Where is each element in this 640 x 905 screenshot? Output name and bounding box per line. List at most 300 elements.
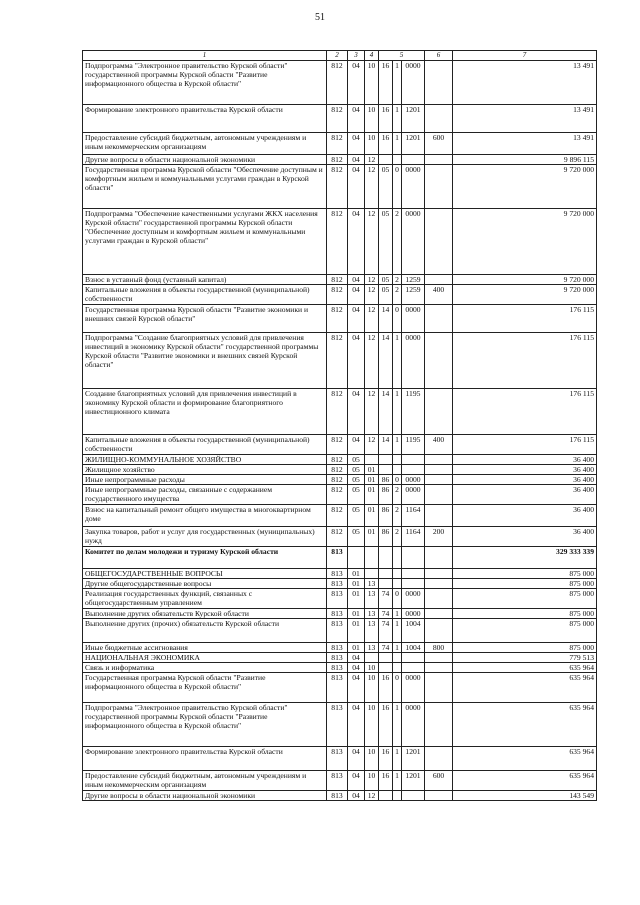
col-subprogram: 2 bbox=[393, 285, 402, 305]
col-direction: 0000 bbox=[402, 673, 425, 703]
col-subsection: 10 bbox=[365, 663, 379, 673]
col-ministry: 812 bbox=[327, 133, 348, 155]
row-name: НАЦИОНАЛЬНАЯ ЭКОНОМИКА bbox=[83, 653, 327, 663]
col-section bbox=[348, 547, 365, 569]
col-subprogram: 2 bbox=[393, 485, 402, 505]
col-subprogram: 1 bbox=[393, 333, 402, 389]
col-ministry: 812 bbox=[327, 435, 348, 455]
row-name: Выполнение других обязательств Курской области bbox=[83, 609, 327, 619]
col-subsection: 12 bbox=[365, 275, 379, 285]
col-direction: 1259 bbox=[402, 285, 425, 305]
col-program bbox=[379, 465, 393, 475]
col-section: 01 bbox=[348, 609, 365, 619]
col-subprogram: 1 bbox=[393, 435, 402, 455]
col-expense-type bbox=[425, 485, 453, 505]
col-direction bbox=[402, 155, 425, 165]
col-section: 05 bbox=[348, 455, 365, 465]
col-section: 04 bbox=[348, 209, 365, 275]
col-subsection: 10 bbox=[365, 133, 379, 155]
col-ministry: 812 bbox=[327, 485, 348, 505]
col-program: 86 bbox=[379, 527, 393, 547]
col-expense-type: 600 bbox=[425, 771, 453, 791]
col-expense-type bbox=[425, 791, 453, 801]
col-direction: 0000 bbox=[402, 209, 425, 275]
col-subsection: 13 bbox=[365, 579, 379, 589]
col-direction: 1195 bbox=[402, 435, 425, 455]
row-name: Подпрограмма "Обеспечение качественными услугами ЖКХ населения Курской области" государственной программы Курской области "Обеспечение доступным и комфортным жильем и коммунальными услугами граждан в Курской области" bbox=[83, 209, 327, 275]
col-amount: 875 000 bbox=[453, 619, 597, 643]
col-program: 16 bbox=[379, 133, 393, 155]
col-expense-type: 400 bbox=[425, 285, 453, 305]
col-ministry: 813 bbox=[327, 609, 348, 619]
table-row bbox=[83, 703, 597, 747]
table-row bbox=[83, 547, 597, 569]
col-direction: 1164 bbox=[402, 505, 425, 527]
col-direction bbox=[402, 663, 425, 673]
col-expense-type bbox=[425, 579, 453, 589]
col-ministry: 813 bbox=[327, 619, 348, 643]
col-program bbox=[379, 791, 393, 801]
col-section: 05 bbox=[348, 475, 365, 485]
col-amount: 875 000 bbox=[453, 579, 597, 589]
col-ministry: 812 bbox=[327, 305, 348, 333]
row-name: Комитет по делам молодежи и туризму Курской области bbox=[83, 547, 327, 569]
col-expense-type bbox=[425, 465, 453, 475]
col-amount: 13 491 bbox=[453, 61, 597, 105]
col-ministry: 812 bbox=[327, 465, 348, 475]
col-amount: 875 000 bbox=[453, 589, 597, 609]
header-cell: 6 bbox=[425, 51, 453, 61]
col-subprogram: 2 bbox=[393, 527, 402, 547]
col-subsection: 12 bbox=[365, 791, 379, 801]
col-direction bbox=[402, 547, 425, 569]
col-subsection: 12 bbox=[365, 155, 379, 165]
col-subsection: 01 bbox=[365, 527, 379, 547]
col-section: 04 bbox=[348, 791, 365, 801]
col-expense-type bbox=[425, 609, 453, 619]
col-ministry: 812 bbox=[327, 475, 348, 485]
row-name: Капитальные вложения в объекты государственной (муниципальной) собственности bbox=[83, 435, 327, 455]
col-direction: 0000 bbox=[402, 305, 425, 333]
col-program: 16 bbox=[379, 747, 393, 771]
col-amount: 13 491 bbox=[453, 133, 597, 155]
col-expense-type: 600 bbox=[425, 133, 453, 155]
col-amount: 36 400 bbox=[453, 455, 597, 465]
col-direction: 0000 bbox=[402, 61, 425, 105]
col-direction bbox=[402, 569, 425, 579]
col-subprogram: 1 bbox=[393, 609, 402, 619]
col-amount: 176 115 bbox=[453, 435, 597, 455]
col-expense-type bbox=[425, 475, 453, 485]
col-subprogram: 1 bbox=[393, 105, 402, 133]
col-ministry: 813 bbox=[327, 569, 348, 579]
col-ministry: 813 bbox=[327, 663, 348, 673]
header-cell: 7 bbox=[453, 51, 597, 61]
col-section: 04 bbox=[348, 275, 365, 285]
col-amount: 9 896 115 bbox=[453, 155, 597, 165]
col-section: 04 bbox=[348, 673, 365, 703]
col-subsection: 10 bbox=[365, 747, 379, 771]
col-subprogram bbox=[393, 653, 402, 663]
col-subprogram: 0 bbox=[393, 475, 402, 485]
table-row bbox=[83, 475, 597, 485]
col-subprogram: 2 bbox=[393, 505, 402, 527]
col-section: 04 bbox=[348, 285, 365, 305]
col-subsection: 12 bbox=[365, 435, 379, 455]
col-ministry: 812 bbox=[327, 209, 348, 275]
col-subsection: 12 bbox=[365, 285, 379, 305]
table-row bbox=[83, 771, 597, 791]
table-row bbox=[83, 465, 597, 475]
row-name: Формирование электронного правительства Курской области bbox=[83, 747, 327, 771]
table-row bbox=[83, 61, 597, 105]
col-amount: 13 491 bbox=[453, 105, 597, 133]
row-name: Формирование электронного правительства Курской области bbox=[83, 105, 327, 133]
col-expense-type bbox=[425, 619, 453, 643]
col-program bbox=[379, 455, 393, 465]
col-ministry: 812 bbox=[327, 455, 348, 465]
row-name: Иные бюджетные ассигнования bbox=[83, 643, 327, 653]
col-section: 04 bbox=[348, 155, 365, 165]
table-header-row bbox=[83, 51, 597, 61]
col-subsection bbox=[365, 569, 379, 579]
col-expense-type: 200 bbox=[425, 527, 453, 547]
table-row bbox=[83, 609, 597, 619]
col-ministry: 813 bbox=[327, 653, 348, 663]
col-ministry: 813 bbox=[327, 579, 348, 589]
col-section: 01 bbox=[348, 643, 365, 653]
col-expense-type bbox=[425, 589, 453, 609]
row-name: Государственная программа Курской области "Обеспечение доступным и комфортным жильем и коммунальными услугами граждан в Курской области" bbox=[83, 165, 327, 209]
row-name: ЖИЛИЩНО-КОММУНАЛЬНОЕ ХОЗЯЙСТВО bbox=[83, 455, 327, 465]
col-section: 05 bbox=[348, 485, 365, 505]
col-subprogram: 1 bbox=[393, 703, 402, 747]
col-amount: 36 400 bbox=[453, 527, 597, 547]
col-direction: 1195 bbox=[402, 389, 425, 435]
col-subprogram: 2 bbox=[393, 275, 402, 285]
col-subprogram: 1 bbox=[393, 389, 402, 435]
header-cell: 3 bbox=[348, 51, 365, 61]
col-expense-type bbox=[425, 673, 453, 703]
col-amount: 36 400 bbox=[453, 505, 597, 527]
row-name: ОБЩЕГОСУДАРСТВЕННЫЕ ВОПРОСЫ bbox=[83, 569, 327, 579]
col-direction bbox=[402, 791, 425, 801]
col-subprogram: 1 bbox=[393, 643, 402, 653]
col-section: 04 bbox=[348, 305, 365, 333]
col-program bbox=[379, 155, 393, 165]
col-amount: 176 115 bbox=[453, 305, 597, 333]
row-name: Государственная программа Курской области "Развитие экономики и внешних связей Курской области" bbox=[83, 305, 327, 333]
col-program: 05 bbox=[379, 275, 393, 285]
col-subprogram bbox=[393, 455, 402, 465]
col-expense-type bbox=[425, 155, 453, 165]
col-section: 04 bbox=[348, 703, 365, 747]
table-row bbox=[83, 589, 597, 609]
row-name: Предоставление субсидий бюджетным, автономным учреждениям и иным некоммерческим организациям bbox=[83, 771, 327, 791]
col-section: 05 bbox=[348, 527, 365, 547]
col-program bbox=[379, 653, 393, 663]
col-direction: 1164 bbox=[402, 527, 425, 547]
col-section: 04 bbox=[348, 771, 365, 791]
col-program: 16 bbox=[379, 771, 393, 791]
row-name: Подпрограмма "Создание благоприятных условий для привлечения инвестиций в экономику Курской области" государственной программы Курской области "Развитие экономики и внешних связей Курской области" bbox=[83, 333, 327, 389]
col-direction: 1201 bbox=[402, 747, 425, 771]
col-ministry: 812 bbox=[327, 105, 348, 133]
col-section: 04 bbox=[348, 653, 365, 663]
row-name: Другие общегосударственные вопросы bbox=[83, 579, 327, 589]
col-subsection: 01 bbox=[365, 475, 379, 485]
col-program: 86 bbox=[379, 505, 393, 527]
col-expense-type bbox=[425, 663, 453, 673]
col-amount: 9 720 000 bbox=[453, 285, 597, 305]
col-ministry: 813 bbox=[327, 673, 348, 703]
col-expense-type bbox=[425, 61, 453, 105]
col-amount: 36 400 bbox=[453, 475, 597, 485]
col-ministry: 813 bbox=[327, 791, 348, 801]
col-section: 04 bbox=[348, 165, 365, 209]
col-amount: 329 333 339 bbox=[453, 547, 597, 569]
col-amount: 635 964 bbox=[453, 771, 597, 791]
table-row bbox=[83, 485, 597, 505]
table-row bbox=[83, 333, 597, 389]
col-section: 04 bbox=[348, 333, 365, 389]
col-program: 05 bbox=[379, 165, 393, 209]
row-name: Реализация государственных функций, связанных с общегосударственным управлением bbox=[83, 589, 327, 609]
table-row bbox=[83, 285, 597, 305]
col-subsection: 01 bbox=[365, 465, 379, 475]
table-row bbox=[83, 165, 597, 209]
col-section: 01 bbox=[348, 619, 365, 643]
col-amount: 176 115 bbox=[453, 389, 597, 435]
col-expense-type bbox=[425, 547, 453, 569]
col-amount: 9 720 000 bbox=[453, 209, 597, 275]
col-section: 04 bbox=[348, 389, 365, 435]
col-direction: 1201 bbox=[402, 771, 425, 791]
col-direction: 1201 bbox=[402, 133, 425, 155]
col-section: 04 bbox=[348, 133, 365, 155]
col-subsection: 10 bbox=[365, 771, 379, 791]
col-ministry: 813 bbox=[327, 589, 348, 609]
col-expense-type bbox=[425, 505, 453, 527]
table-row bbox=[83, 105, 597, 133]
col-subprogram: 1 bbox=[393, 747, 402, 771]
table-row bbox=[83, 663, 597, 673]
col-direction bbox=[402, 579, 425, 589]
row-name: Выполнение других (прочих) обязательств Курской области bbox=[83, 619, 327, 643]
row-name: Взнос на капитальный ремонт общего имущества в многоквартирном доме bbox=[83, 505, 327, 527]
table-row bbox=[83, 275, 597, 285]
col-amount: 875 000 bbox=[453, 569, 597, 579]
col-ministry: 812 bbox=[327, 389, 348, 435]
col-amount: 635 964 bbox=[453, 673, 597, 703]
col-ministry: 812 bbox=[327, 333, 348, 389]
col-section: 04 bbox=[348, 435, 365, 455]
col-direction: 0000 bbox=[402, 589, 425, 609]
header-cell: 5 bbox=[379, 51, 425, 61]
col-expense-type bbox=[425, 305, 453, 333]
col-expense-type bbox=[425, 165, 453, 209]
row-name: Закупка товаров, работ и услуг для государственных (муниципальных) нужд bbox=[83, 527, 327, 547]
col-ministry: 812 bbox=[327, 285, 348, 305]
header-cell: 2 bbox=[327, 51, 348, 61]
col-subsection: 01 bbox=[365, 485, 379, 505]
col-amount: 635 964 bbox=[453, 747, 597, 771]
col-program: 05 bbox=[379, 209, 393, 275]
col-subsection: 01 bbox=[365, 505, 379, 527]
row-name: Связь и информатика bbox=[83, 663, 327, 673]
col-amount: 875 000 bbox=[453, 609, 597, 619]
col-direction: 1004 bbox=[402, 643, 425, 653]
col-ministry: 813 bbox=[327, 703, 348, 747]
row-name: Другие вопросы в области национальной экономики bbox=[83, 155, 327, 165]
col-subprogram bbox=[393, 155, 402, 165]
col-direction: 0000 bbox=[402, 165, 425, 209]
col-ministry: 813 bbox=[327, 643, 348, 653]
col-program: 16 bbox=[379, 105, 393, 133]
col-program: 14 bbox=[379, 389, 393, 435]
col-amount: 36 400 bbox=[453, 485, 597, 505]
col-amount: 875 000 bbox=[453, 643, 597, 653]
col-subsection: 10 bbox=[365, 105, 379, 133]
col-direction bbox=[402, 465, 425, 475]
col-program: 74 bbox=[379, 589, 393, 609]
row-name: Жилищное хозяйство bbox=[83, 465, 327, 475]
col-ministry: 813 bbox=[327, 747, 348, 771]
col-direction: 0000 bbox=[402, 609, 425, 619]
col-program: 86 bbox=[379, 485, 393, 505]
col-direction: 0000 bbox=[402, 333, 425, 389]
col-subprogram bbox=[393, 547, 402, 569]
col-subprogram bbox=[393, 663, 402, 673]
col-subsection bbox=[365, 455, 379, 465]
col-subsection: 13 bbox=[365, 609, 379, 619]
col-expense-type bbox=[425, 275, 453, 285]
row-name: Иные непрограммные расходы, связанные с содержанием государственного имущества bbox=[83, 485, 327, 505]
col-subprogram bbox=[393, 579, 402, 589]
col-section: 01 bbox=[348, 569, 365, 579]
table-row bbox=[83, 527, 597, 547]
col-amount: 635 964 bbox=[453, 663, 597, 673]
table-row bbox=[83, 209, 597, 275]
header-cell: 1 bbox=[83, 51, 327, 61]
col-ministry: 812 bbox=[327, 505, 348, 527]
col-direction: 0000 bbox=[402, 703, 425, 747]
row-name: Подпрограмма "Электронное правительство Курской области" государственной программы Курской области "Развитие информационного общества в Курской области" bbox=[83, 703, 327, 747]
col-expense-type bbox=[425, 455, 453, 465]
col-program: 86 bbox=[379, 475, 393, 485]
table-row bbox=[83, 791, 597, 801]
table-row bbox=[83, 305, 597, 333]
col-subprogram bbox=[393, 791, 402, 801]
col-amount: 779 513 bbox=[453, 653, 597, 663]
col-subprogram: 1 bbox=[393, 771, 402, 791]
col-expense-type bbox=[425, 653, 453, 663]
table-row bbox=[83, 747, 597, 771]
col-subprogram: 2 bbox=[393, 209, 402, 275]
col-program bbox=[379, 547, 393, 569]
col-program: 16 bbox=[379, 703, 393, 747]
col-program: 74 bbox=[379, 643, 393, 653]
col-ministry: 812 bbox=[327, 155, 348, 165]
table-row bbox=[83, 435, 597, 455]
col-amount: 9 720 000 bbox=[453, 275, 597, 285]
col-expense-type bbox=[425, 389, 453, 435]
page-number: 51 bbox=[315, 12, 325, 23]
col-subsection: 13 bbox=[365, 619, 379, 643]
col-subsection: 12 bbox=[365, 165, 379, 209]
col-subsection: 10 bbox=[365, 61, 379, 105]
row-name: Создание благоприятных условий для привлечения инвестиций в экономику Курской области и формирование благоприятного инвестиционного климата bbox=[83, 389, 327, 435]
col-amount: 635 964 bbox=[453, 703, 597, 747]
row-name: Государственная программа Курской области "Развитие информационного общества в Курской области" bbox=[83, 673, 327, 703]
header-cell: 4 bbox=[365, 51, 379, 61]
col-direction: 0000 bbox=[402, 485, 425, 505]
table-row bbox=[83, 579, 597, 589]
table-row bbox=[83, 643, 597, 653]
col-subsection bbox=[365, 653, 379, 663]
col-amount: 36 400 bbox=[453, 465, 597, 475]
table-row bbox=[83, 569, 597, 579]
col-direction: 0000 bbox=[402, 475, 425, 485]
col-program: 14 bbox=[379, 333, 393, 389]
col-subsection: 12 bbox=[365, 333, 379, 389]
col-expense-type bbox=[425, 333, 453, 389]
table-row bbox=[83, 455, 597, 465]
table-body bbox=[83, 61, 597, 801]
col-subsection bbox=[365, 547, 379, 569]
col-expense-type: 800 bbox=[425, 643, 453, 653]
col-subsection: 10 bbox=[365, 703, 379, 747]
col-expense-type bbox=[425, 747, 453, 771]
col-section: 01 bbox=[348, 579, 365, 589]
col-section: 05 bbox=[348, 465, 365, 475]
col-program bbox=[379, 569, 393, 579]
col-subprogram: 1 bbox=[393, 619, 402, 643]
col-program: 16 bbox=[379, 61, 393, 105]
col-ministry: 812 bbox=[327, 275, 348, 285]
col-ministry: 812 bbox=[327, 165, 348, 209]
budget-table bbox=[82, 50, 597, 801]
col-subsection: 12 bbox=[365, 209, 379, 275]
table-row bbox=[83, 673, 597, 703]
col-expense-type bbox=[425, 105, 453, 133]
col-program: 14 bbox=[379, 435, 393, 455]
col-section: 04 bbox=[348, 663, 365, 673]
col-amount: 9 720 000 bbox=[453, 165, 597, 209]
table-row bbox=[83, 389, 597, 435]
table-row bbox=[83, 653, 597, 663]
col-subprogram: 0 bbox=[393, 589, 402, 609]
col-ministry: 813 bbox=[327, 547, 348, 569]
col-ministry: 813 bbox=[327, 771, 348, 791]
col-subsection: 12 bbox=[365, 305, 379, 333]
col-program bbox=[379, 579, 393, 589]
col-amount: 143 549 bbox=[453, 791, 597, 801]
row-name: Взнос в уставный фонд (уставный капитал) bbox=[83, 275, 327, 285]
col-section: 04 bbox=[348, 105, 365, 133]
col-program: 05 bbox=[379, 285, 393, 305]
col-section: 04 bbox=[348, 747, 365, 771]
col-subprogram bbox=[393, 465, 402, 475]
col-direction bbox=[402, 653, 425, 663]
col-direction: 1004 bbox=[402, 619, 425, 643]
col-section: 01 bbox=[348, 589, 365, 609]
col-program: 74 bbox=[379, 609, 393, 619]
table-row bbox=[83, 619, 597, 643]
col-section: 04 bbox=[348, 61, 365, 105]
col-subsection: 13 bbox=[365, 589, 379, 609]
table-row bbox=[83, 133, 597, 155]
